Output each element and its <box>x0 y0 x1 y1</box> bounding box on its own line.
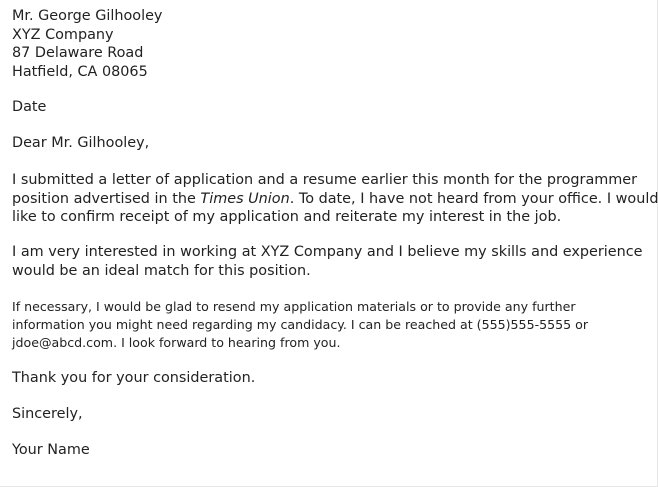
paragraph-contact-line-1: If necessary, I would be glad to resend my application materials or to provide any further <box>12 299 576 314</box>
thanks-line: Thank you for your consideration. <box>12 370 256 386</box>
recipient-name: Mr. George Gilhooley <box>12 8 163 24</box>
paragraph-interest <box>12 243 643 280</box>
paragraph-contact-line-3: jdoe@abcd.com. I look forward to hearing from you. <box>12 335 341 350</box>
signature: Your Name <box>12 442 90 458</box>
paragraph-follow-up-line-2 <box>12 190 658 209</box>
paragraph-contact-line-2: information you might need regarding my candidacy. I can be reached at (555)555-5555 or <box>12 317 589 332</box>
paragraph-follow-up <box>12 171 658 227</box>
letter-date: Date <box>12 99 47 115</box>
recipient-address <box>12 7 643 81</box>
paragraph-follow-up-line-1: I submitted a letter of application and a resume earlier this month for the programmer <box>12 172 638 188</box>
line-2-start: position advertised in the <box>12 190 201 207</box>
paragraph-contact <box>12 298 643 352</box>
line-2-end: . To date, I have not heard from your office. I would <box>289 190 658 207</box>
closing: Sincerely, <box>12 406 83 422</box>
recipient-company: XYZ Company <box>12 26 114 43</box>
salutation: Dear Mr. Gilhooley, <box>12 135 150 151</box>
newspaper-name: Times Union <box>200 190 290 207</box>
paragraph-follow-up-line-3: like to confirm receipt of my application and reiterate my interest in the job. <box>12 209 562 225</box>
recipient-street: 87 Delaware Road <box>12 45 144 61</box>
paragraph-interest-line-2: would be an ideal match for this position. <box>12 262 311 279</box>
recipient-city-state-zip: Hatfield, CA 08065 <box>12 63 148 80</box>
paragraph-interest-line-1: I am very interested in working at XYZ Company and I believe my skills and experience <box>12 244 643 260</box>
